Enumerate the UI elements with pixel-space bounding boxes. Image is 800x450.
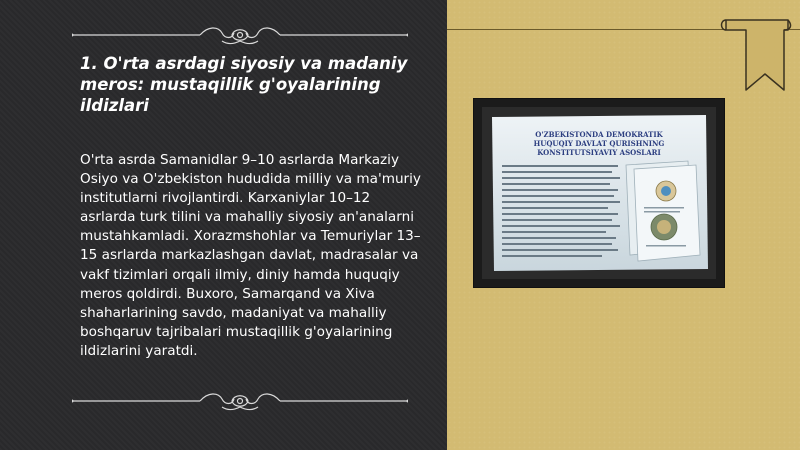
ornamental-flourish-icon — [72, 22, 408, 48]
slide-title: 1. O'rta asrdagi siyosiy va madaniy meros: mustaqillik g'oyalarining ildizlari — [80, 54, 408, 115]
poster-heading-line3: KONSTITUTSIYAVIY ASOSLARI — [537, 148, 661, 157]
slide-body-text: O'rta asrda Samanidlar 9–10 asrlarda Markaziy Osiyo va O'zbekiston hududida milliy va ma'muriy institutlarni rivojlantirdi. Karxaniylar 10–12 asrlarda turk tilini va mahalliy siyosiy an'analarni mustahkamladi. Xorazmshohlar va Temuriylar 13–15 asrlarda markazlashgan davlat, madrasalar va vakf tizimlari orqali ilmiy, diniy hamda huquqiy meros qoldirdi. Buxoro, Samarqand va Xiva shaharlarining savdo, madaniyat va mahalliy boshqaruv tajribalari mustaqillik g'oyalarining ildizlarini yaratdi. — [80, 152, 421, 359]
poster-heading-line1: O'ZBEKISTONDA DEMOKRATIK — [535, 130, 663, 139]
constitution-poster-image — [474, 99, 724, 287]
poster-heading-line2: HUQUQIY DAVLAT QURISHNING — [533, 139, 665, 148]
ornamental-flourish-icon — [72, 388, 408, 414]
bookmark-ribbon-icon — [718, 18, 794, 98]
